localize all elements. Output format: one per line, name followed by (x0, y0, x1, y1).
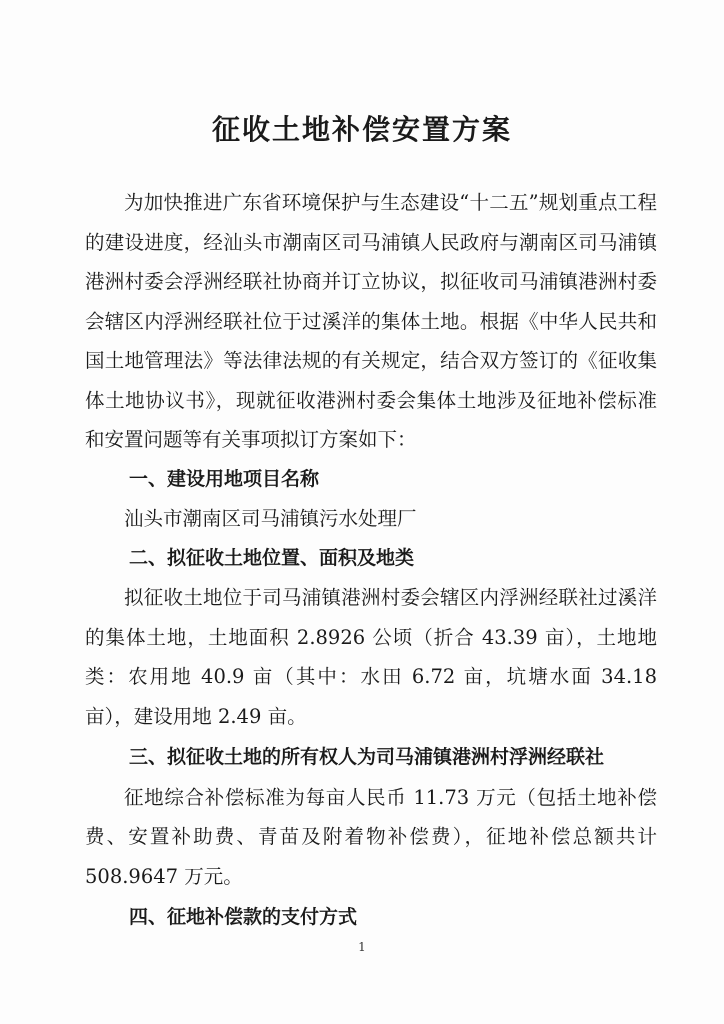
section-text-3: 征地综合补偿标准为每亩人民币 11.73 万元（包括土地补偿费、安置补助费、青苗及附着物补偿费），征地补偿总额共计 508.9647 万元。 (85, 785, 657, 888)
section-heading-2: 二、拟征收土地位置、面积及地类 (129, 546, 415, 569)
section-heading-3: 三、拟征收土地的所有权人为司马浦镇港洲村浮洲经联社 (129, 746, 605, 768)
intro-paragraph: 为加快推进广东省环境保护与生态建设“十二五”规划重点工程的建设进度，经汕头市潮南区司马浦镇人民政府与潮南区司马浦镇港洲村委会浮洲经联社协商并订立协议，拟征收司马浦镇港洲村委会辖区内浮洲经联社位于过溪洋的集体土地。根据《中华人民共和国土地管理法》等法律法规的有关规定，结合双方签订的《征收集体土地协议书》，现就征收港洲村委会集体土地涉及征地补偿标准和安置问题等有关事项拟订方案如下： (85, 191, 657, 451)
document-body (85, 183, 657, 938)
section-heading-1: 一、建设用地项目名称 (129, 467, 320, 490)
document-title: 征收土地补偿安置方案 (211, 113, 512, 146)
page-number: 1 (358, 940, 366, 954)
section-heading-4: 四、征地补偿款的支付方式 (129, 906, 358, 928)
section-text-1: 汕头市潮南区司马浦镇污水处理厂 (124, 507, 417, 530)
section-text-2: 拟征收土地位于司马浦镇港洲村委会辖区内浮洲经联社过溪洋的集体土地，土地面积 2.8926 公顷（折合 43.39 亩），土地地类：农用地 40.9 亩（其中：水田 6.72 亩，坑塘水面 34.18 亩），建设用地 2.49 亩。 (85, 586, 657, 728)
